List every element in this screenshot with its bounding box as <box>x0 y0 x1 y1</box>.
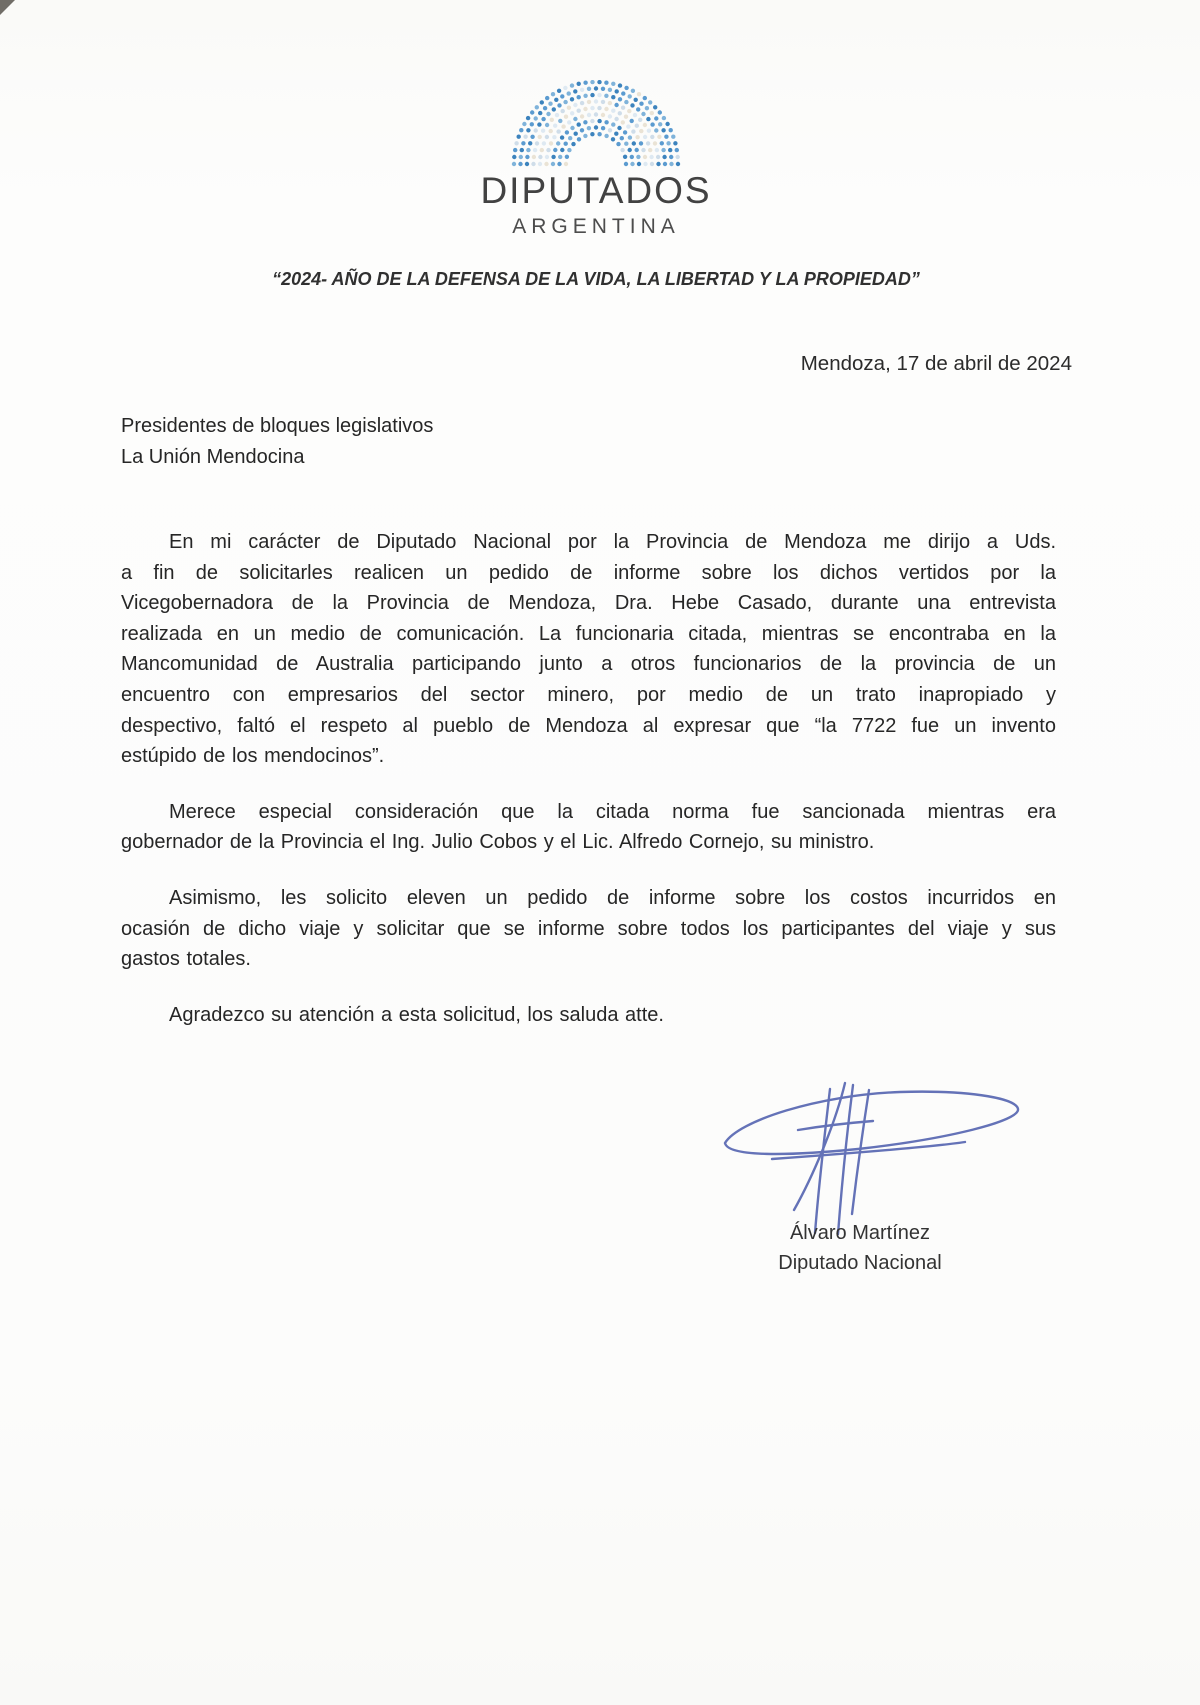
letterhead-motto: “2024- AÑO DE LA DEFENSA DE LA VIDA, LA LIBERTAD Y LA PROPIEDAD” <box>272 269 920 289</box>
paragraph-line: gobernador de la Provincia el Ing. Julio Cobos y el Lic. Alfredo Cornejo, su ministro. <box>121 831 875 854</box>
recipient-line: La Unión Mendocina <box>121 446 305 468</box>
paragraph <box>121 883 1056 975</box>
paragraph-line: estúpido de los mendocinos”. <box>121 745 385 768</box>
org-name: DIPUTADOS <box>480 170 712 211</box>
signer-name: Álvaro Martínez <box>789 1222 931 1244</box>
paragraph <box>121 797 1056 858</box>
paragraph-line: despectivo, faltó el respeto al pueblo de Mendoza al expresar que “la 7722 fue un invento <box>121 714 1056 737</box>
recipient-line: Presidentes de bloques legislativos <box>121 415 434 437</box>
paragraph-line: Asimismo, les solicito eleven un pedido de informe sobre los costos incurridos en <box>169 886 1056 909</box>
paragraph-line: En mi carácter de Diputado Nacional por la Provincia de Mendoza me dirijo a Uds. <box>169 531 1056 553</box>
photo-corner-artifact <box>0 0 15 15</box>
hemicycle-dots-logo <box>510 80 682 170</box>
paragraph-line: a fin de solicitarles realicen un pedido de informe sobre los dichos vertidos por la <box>121 561 1056 584</box>
paragraph-line: Merece especial consideración que la citada norma fue sancionada mientras era <box>169 800 1056 823</box>
signer-title: Diputado Nacional <box>778 1252 942 1274</box>
recipient-block <box>121 411 821 473</box>
paragraph-line: ocasión de dicho viaje y solicitar que se informe sobre todos los participantes del viaje y sus <box>121 917 1056 940</box>
letter-body <box>121 527 1056 1055</box>
paragraph <box>121 527 1056 772</box>
paragraph-line: gastos totales. <box>121 948 251 971</box>
signature-block <box>710 1218 1010 1278</box>
paragraph-line: Agradezco su atención a esta solicitud, los saluda atte. <box>169 1003 664 1026</box>
paragraph-line: Mancomunidad de Australia participando junto a otros funcionarios de la provincia de un <box>121 653 1056 676</box>
paragraph-line: Vicegobernadora de la Provincia de Mendoza, Dra. Hebe Casado, durante una entrevista <box>121 592 1056 615</box>
org-country: ARGENTINA <box>512 215 680 238</box>
paragraph-line: realizada en un medio de comunicación. La funcionaria citada, mientras se encontraba en la <box>121 622 1056 645</box>
dateline: Mendoza, 17 de abril de 2024 <box>800 352 1072 375</box>
paragraph-line: encuentro con empresarios del sector minero, por medio de un trato inapropiado y <box>121 683 1056 706</box>
